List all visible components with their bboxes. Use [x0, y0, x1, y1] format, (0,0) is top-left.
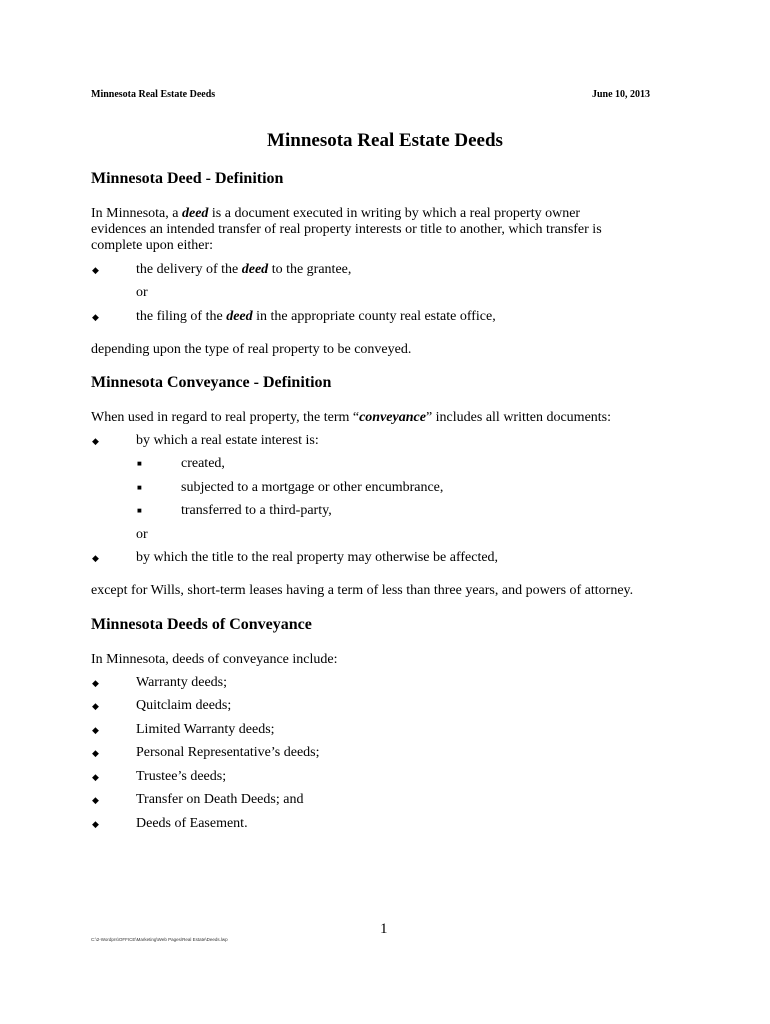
paragraph-line: In Minnesota, a deed is a document executed in writing by which a real property owner — [91, 206, 581, 221]
diamond-bullet-icon: ◆ — [92, 678, 99, 688]
diamond-bullet-icon: ◆ — [92, 701, 99, 711]
list-item: Warranty deeds; — [136, 675, 227, 690]
running-header-date: June 10, 2013 — [592, 89, 651, 100]
sub-bullet-item: subjected to a mortgage or other encumbrance, — [181, 480, 444, 495]
list-item: Trustee’s deeds; — [136, 769, 227, 784]
paragraph-line: evidences an intended transfer of real property interests or title to another, which transfer is — [91, 222, 602, 237]
diamond-bullet-icon: ◆ — [92, 772, 99, 782]
term-conveyance: conveyance — [359, 410, 426, 425]
list-item: Deeds of Easement. — [136, 816, 248, 831]
sub-bullet-item: created, — [181, 456, 225, 471]
file-path-footer: C:\2-Wordprs\OFFICE\Marketing\Web Pages\Real Estate\Deeds.lwp — [91, 937, 228, 942]
diamond-bullet-icon: ◆ — [92, 312, 99, 322]
bullet-item: by which the title to the real property may otherwise be affected, — [136, 550, 499, 565]
square-bullet-icon: ■ — [137, 483, 142, 492]
square-bullet-icon: ■ — [137, 506, 142, 515]
section-heading-conveyance-definition: Minnesota Conveyance - Definition — [91, 374, 332, 391]
paragraph-line: depending upon the type of real property to be conveyed. — [91, 342, 412, 357]
diamond-bullet-icon: ◆ — [92, 795, 99, 805]
paragraph-line: In Minnesota, deeds of conveyance include: — [91, 652, 338, 667]
diamond-bullet-icon: ◆ — [92, 436, 99, 446]
sub-bullet-item: transferred to a third-party, — [181, 503, 332, 518]
term-deed: deed — [181, 206, 209, 221]
running-header-title: Minnesota Real Estate Deeds — [91, 89, 216, 100]
diamond-bullet-icon: ◆ — [92, 725, 99, 735]
section-heading-deed-definition: Minnesota Deed - Definition — [91, 170, 284, 187]
bullet-item: the filing of the deed in the appropriate county real estate office, — [136, 309, 496, 324]
diamond-bullet-icon: ◆ — [92, 748, 99, 758]
bullet-item: the delivery of the deed to the grantee, — [136, 262, 352, 277]
connector-or: or — [136, 285, 148, 300]
document-title: Minnesota Real Estate Deeds — [267, 130, 503, 151]
section-heading-deeds-of-conveyance: Minnesota Deeds of Conveyance — [91, 616, 312, 633]
list-item: Limited Warranty deeds; — [136, 722, 275, 737]
paragraph-line: except for Wills, short-term leases having a term of less than three years, and powers of attorney. — [91, 583, 634, 598]
diamond-bullet-icon: ◆ — [92, 819, 99, 829]
bullet-item: by which a real estate interest is: — [136, 433, 319, 448]
list-item: Transfer on Death Deeds; and — [136, 792, 304, 807]
square-bullet-icon: ■ — [137, 459, 142, 468]
diamond-bullet-icon: ◆ — [92, 265, 99, 275]
paragraph-line: complete upon either: — [91, 238, 214, 253]
paragraph-line: When used in regard to real property, the term “conveyance” includes all written documents: — [91, 410, 612, 425]
list-item: Personal Representative’s deeds; — [136, 745, 320, 760]
list-item: Quitclaim deeds; — [136, 698, 232, 713]
connector-or: or — [136, 527, 148, 542]
diamond-bullet-icon: ◆ — [92, 553, 99, 563]
page-number: 1 — [380, 921, 388, 937]
